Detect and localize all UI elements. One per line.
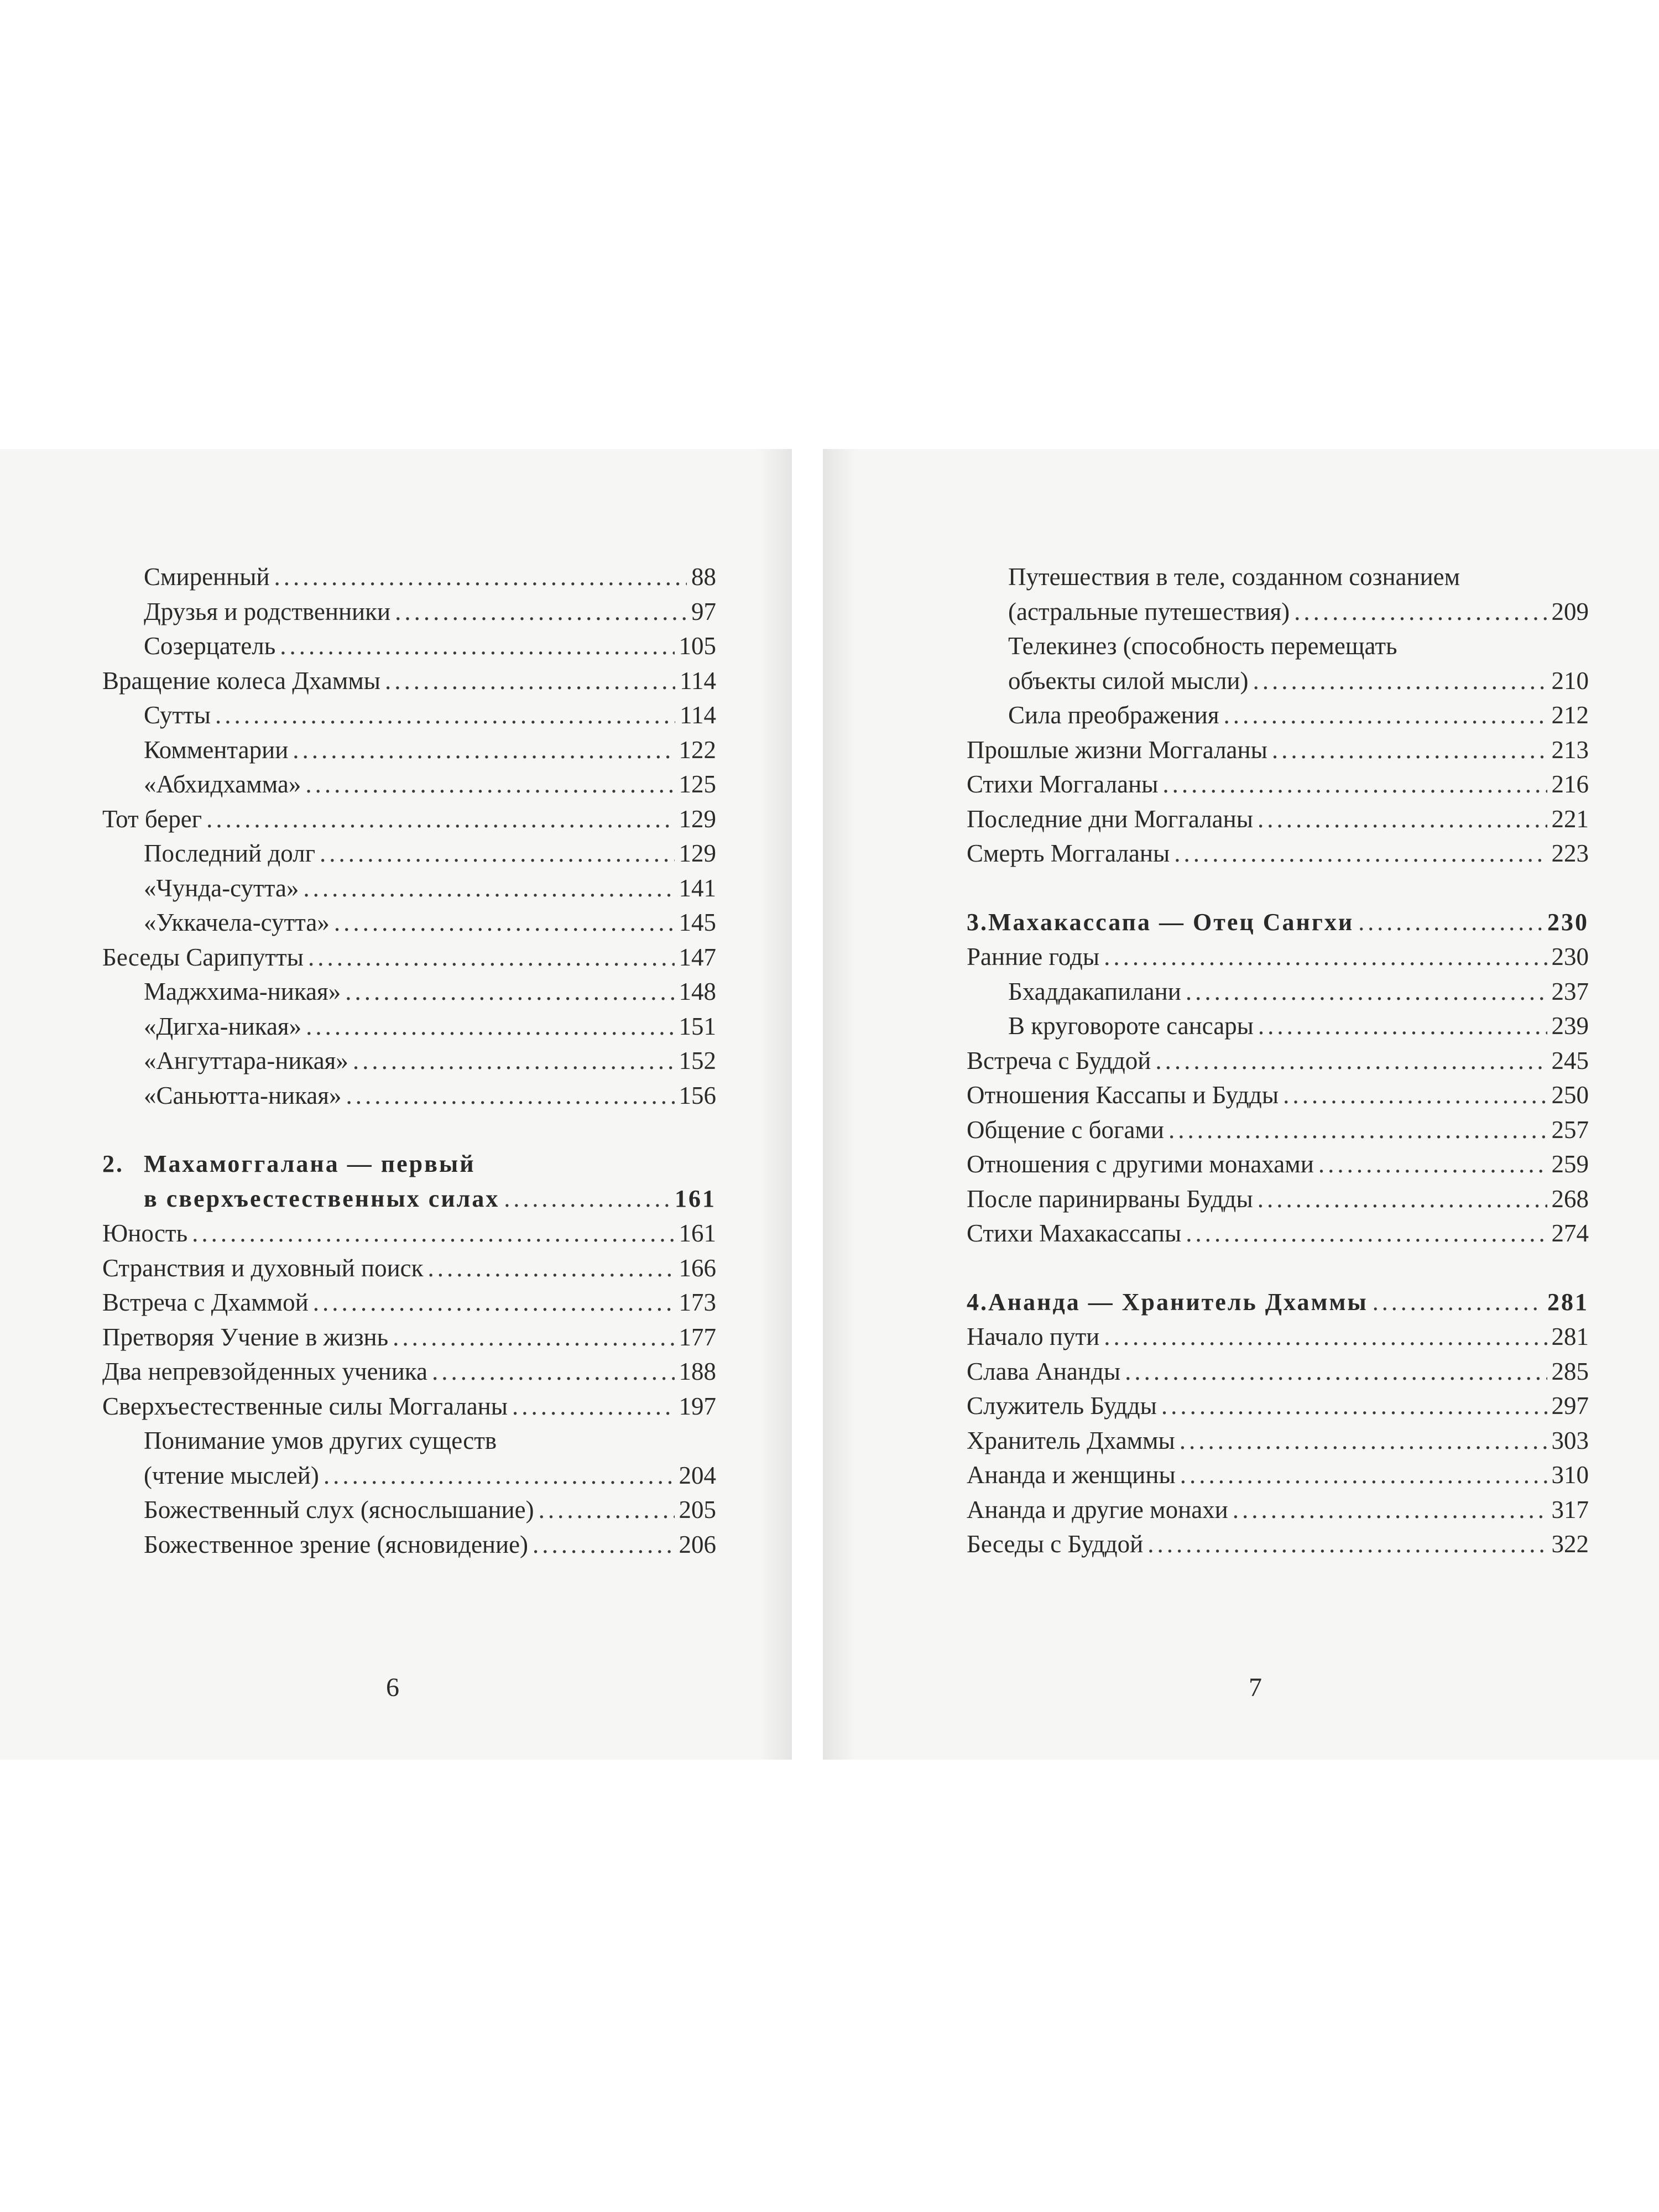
leader-dots bbox=[215, 698, 675, 733]
toc-section bbox=[967, 1113, 1589, 1147]
leader-dots bbox=[1174, 836, 1547, 871]
toc-entry-title: Встреча с Дхаммой bbox=[102, 1288, 309, 1316]
leader-dots bbox=[345, 974, 674, 1009]
toc-section bbox=[102, 1320, 716, 1355]
toc-entry-page: 177 bbox=[679, 1323, 716, 1351]
toc-entry-page: 173 bbox=[679, 1288, 716, 1316]
toc-entry-title: Встреча с Буддой bbox=[967, 1046, 1151, 1074]
toc-entry bbox=[102, 905, 716, 940]
toc-entry-title: Тот берег bbox=[102, 805, 202, 833]
leader-dots bbox=[1104, 1319, 1547, 1354]
leader-dots bbox=[1168, 1113, 1547, 1147]
leader-dots bbox=[1161, 1389, 1547, 1423]
toc-section bbox=[967, 1044, 1589, 1078]
toc-entry-title: Претворяя Учение в жизнь bbox=[102, 1323, 389, 1351]
toc-entry-page: 259 bbox=[1551, 1150, 1589, 1178]
toc-entry-page: 317 bbox=[1551, 1495, 1589, 1524]
toc-entry-page: 151 bbox=[679, 1012, 716, 1040]
toc-entry-page: 245 bbox=[1551, 1046, 1589, 1074]
toc-entry-page: 322 bbox=[1551, 1530, 1589, 1558]
chapter-title: Ананда — Хранитель Дхаммы bbox=[988, 1288, 1368, 1316]
toc-entry-page: 147 bbox=[679, 943, 716, 971]
toc-entry-page: 114 bbox=[680, 666, 716, 695]
toc-entry-title: В круговороте сансары bbox=[1008, 1012, 1254, 1040]
toc-entry-title: Сутты bbox=[144, 701, 211, 729]
toc-entry-title: Божественный слух (яснослышание) bbox=[144, 1496, 534, 1524]
chapter-heading bbox=[967, 1285, 1589, 1320]
toc-entry-page: 281 bbox=[1547, 1288, 1589, 1316]
toc-entry bbox=[102, 1044, 716, 1078]
toc-entry-page: 152 bbox=[679, 1047, 716, 1074]
leader-dots bbox=[385, 664, 675, 698]
toc-entry-page: 122 bbox=[679, 735, 716, 764]
toc-entry bbox=[102, 560, 716, 594]
toc-entry bbox=[102, 1423, 716, 1458]
chapter-number: 3. bbox=[967, 908, 988, 936]
toc-entry bbox=[102, 629, 716, 664]
toc-entry-page: 209 bbox=[1551, 597, 1589, 625]
leader-dots bbox=[320, 836, 674, 871]
toc-entry bbox=[967, 698, 1589, 733]
toc-entry-title: Служитель Будды bbox=[967, 1392, 1157, 1420]
toc-entry-page: 161 bbox=[675, 1185, 716, 1212]
toc-entry-title: Юность bbox=[102, 1219, 188, 1247]
toc-entry-title: Ананда и женщины bbox=[967, 1461, 1176, 1489]
toc-entry-title-line1: Путешествия в теле, созданном сознанием bbox=[1008, 563, 1460, 591]
toc-section bbox=[967, 802, 1589, 837]
toc-entry-title: Прошлые жизни Моггаланы bbox=[967, 735, 1267, 764]
toc-section bbox=[102, 940, 716, 975]
leader-dots bbox=[1253, 664, 1547, 698]
toc-entry-title: «Ангуттара-никая» bbox=[144, 1047, 348, 1074]
leader-dots bbox=[1125, 1354, 1547, 1389]
toc-section bbox=[102, 1251, 716, 1286]
leader-dots bbox=[192, 1216, 674, 1251]
toc-entry-page: 145 bbox=[679, 909, 716, 936]
toc-section bbox=[967, 1147, 1589, 1182]
toc-entry-title: «Дигха-никая» bbox=[144, 1012, 302, 1040]
toc-entry-page: 303 bbox=[1551, 1426, 1589, 1454]
leader-dots bbox=[1180, 1423, 1547, 1458]
toc-entry-title: Ананда и другие монахи bbox=[967, 1495, 1228, 1524]
toc-entry-title-line2: (астральные путешествия) bbox=[1008, 597, 1290, 625]
toc-entry-title: Начало пути bbox=[967, 1323, 1100, 1350]
leader-dots bbox=[1258, 802, 1547, 837]
toc-entry-page: 237 bbox=[1551, 977, 1589, 1005]
toc-entry-title: Стихи Махакассапы bbox=[967, 1219, 1182, 1247]
toc-entry-title: Маджхима-никая» bbox=[144, 978, 341, 1005]
left-page bbox=[0, 449, 792, 1760]
toc-entry-page: 285 bbox=[1551, 1357, 1589, 1385]
leader-dots bbox=[280, 629, 674, 664]
toc-entry-cont bbox=[967, 664, 1589, 698]
leader-dots bbox=[306, 1009, 674, 1044]
toc-entry-title: Отношения Кассапы и Будды bbox=[967, 1081, 1279, 1109]
toc-entry-title: Сила преображения bbox=[1008, 701, 1219, 729]
toc-entry bbox=[102, 698, 716, 733]
chapter-heading-cont bbox=[102, 1182, 716, 1217]
leader-dots bbox=[206, 802, 674, 837]
toc-entry-page: 204 bbox=[679, 1461, 716, 1489]
toc-section bbox=[967, 767, 1589, 802]
leader-dots bbox=[1272, 733, 1547, 768]
toc-entry-page: 268 bbox=[1551, 1185, 1589, 1213]
page-number: 6 bbox=[386, 1673, 399, 1702]
toc-entry-title: Беседы с Буддой bbox=[967, 1530, 1144, 1558]
toc-entry-page: 281 bbox=[1551, 1323, 1589, 1350]
chapter-title-line2: в сверхъестественных силах bbox=[144, 1185, 500, 1212]
leader-dots bbox=[1147, 1527, 1547, 1562]
toc-left bbox=[102, 560, 716, 1562]
leader-dots bbox=[1373, 1285, 1543, 1320]
toc-entry bbox=[102, 594, 716, 629]
leader-dots bbox=[1180, 1458, 1547, 1493]
toc-entry bbox=[967, 974, 1589, 1009]
toc-entry-page: 213 bbox=[1551, 735, 1589, 764]
toc-entry bbox=[102, 1527, 716, 1562]
toc-entry-title: Смерть Моггаланы bbox=[967, 839, 1170, 867]
toc-entry-title: «Чунда-сутта» bbox=[144, 874, 299, 902]
toc-section bbox=[967, 1354, 1589, 1389]
toc-entry-title-line2: объекты силой мысли) bbox=[1008, 666, 1249, 695]
toc-entry-title: Общение с богами bbox=[967, 1115, 1165, 1144]
leader-dots bbox=[324, 1458, 675, 1493]
right-page bbox=[823, 449, 1659, 1760]
toc-section bbox=[102, 664, 716, 698]
toc-entry-title: «Абхидхамма» bbox=[144, 770, 301, 798]
toc-entry-page: 88 bbox=[691, 563, 716, 591]
toc-entry-title: «Саньютта-никая» bbox=[144, 1081, 342, 1109]
toc-section bbox=[967, 1319, 1589, 1354]
leader-dots bbox=[1318, 1147, 1547, 1182]
toc-entry-cont bbox=[967, 594, 1589, 629]
gutter-shadow bbox=[759, 449, 792, 1760]
leader-dots bbox=[1358, 905, 1543, 940]
leader-dots bbox=[1294, 594, 1547, 629]
toc-right bbox=[967, 560, 1589, 1562]
leader-dots bbox=[308, 940, 675, 975]
toc-entry-page: 129 bbox=[679, 839, 716, 867]
chapter-title: Махакассапа — Отец Сангхи bbox=[988, 908, 1354, 936]
toc-section bbox=[967, 1216, 1589, 1251]
toc-entry-page: 210 bbox=[1551, 666, 1589, 695]
toc-entry bbox=[102, 871, 716, 906]
toc-entry-page: 230 bbox=[1547, 908, 1589, 936]
toc-entry-page: 221 bbox=[1551, 805, 1589, 833]
toc-section bbox=[967, 940, 1589, 974]
toc-entry-page: 310 bbox=[1551, 1461, 1589, 1489]
chapter-heading bbox=[102, 1147, 716, 1182]
leader-dots bbox=[1283, 1078, 1547, 1113]
toc-entry-title: Странствия и духовный поиск bbox=[102, 1254, 424, 1282]
toc-entry-title: Божественное зрение (ясновидение) bbox=[144, 1530, 529, 1558]
toc-entry bbox=[102, 974, 716, 1009]
toc-entry-page: 230 bbox=[1551, 943, 1589, 971]
leader-dots bbox=[432, 1354, 675, 1389]
toc-entry-page: 216 bbox=[1551, 770, 1589, 798]
toc-entry-page: 166 bbox=[679, 1254, 716, 1282]
toc-section bbox=[102, 1389, 716, 1424]
toc-entry-page: 105 bbox=[679, 632, 716, 660]
toc-entry-title: Смиренный bbox=[144, 563, 270, 591]
toc-entry bbox=[967, 560, 1589, 594]
leader-dots bbox=[504, 1182, 670, 1217]
toc-entry bbox=[967, 1009, 1589, 1044]
toc-entry-page: 161 bbox=[679, 1219, 716, 1247]
toc-entry-page: 205 bbox=[679, 1496, 716, 1524]
toc-entry-title: Отношения с другими монахами bbox=[967, 1150, 1314, 1178]
toc-section bbox=[102, 1285, 716, 1320]
toc-entry-title: Вращение колеса Дхаммы bbox=[102, 666, 381, 695]
leader-dots bbox=[353, 1044, 675, 1078]
toc-entry-page: 129 bbox=[679, 805, 716, 833]
toc-section bbox=[967, 1182, 1589, 1217]
toc-entry bbox=[967, 629, 1589, 664]
toc-section bbox=[967, 1078, 1589, 1113]
toc-entry-title: Друзья и родственники bbox=[144, 597, 391, 625]
toc-entry-title: Два непревзойденных ученика bbox=[102, 1358, 427, 1385]
toc-entry-page: 212 bbox=[1551, 701, 1589, 729]
leader-dots bbox=[293, 733, 674, 768]
toc-entry-page: 197 bbox=[679, 1392, 716, 1420]
chapter-title-line1: Махамоггалана — первый bbox=[144, 1150, 476, 1177]
chapter-number: 2. bbox=[102, 1150, 124, 1177]
toc-entry-page: 257 bbox=[1551, 1115, 1589, 1144]
toc-entry-page: 141 bbox=[679, 874, 716, 902]
toc-entry-cont bbox=[102, 1458, 716, 1493]
toc-entry-title-line1: Телекинез (способность перемещать bbox=[1008, 632, 1397, 660]
toc-entry-page: 250 bbox=[1551, 1081, 1589, 1109]
toc-entry-title: Последний долг bbox=[144, 839, 316, 867]
gutter-shadow bbox=[823, 449, 856, 1760]
chapter-number: 4. bbox=[967, 1288, 988, 1316]
leader-dots bbox=[1186, 1216, 1547, 1251]
toc-entry bbox=[102, 1009, 716, 1044]
toc-section bbox=[102, 1354, 716, 1389]
leader-dots bbox=[533, 1527, 674, 1562]
leader-dots bbox=[1104, 940, 1547, 974]
toc-entry-title: Беседы Сарипутты bbox=[102, 943, 304, 971]
toc-entry-page: 125 bbox=[679, 770, 716, 798]
leader-dots bbox=[313, 1285, 675, 1320]
toc-entry-title: После паринирваны Будды bbox=[967, 1185, 1253, 1213]
toc-section bbox=[967, 1527, 1589, 1562]
toc-section bbox=[967, 1389, 1589, 1423]
toc-entry bbox=[102, 1493, 716, 1527]
page-number: 7 bbox=[1249, 1673, 1262, 1702]
toc-section bbox=[967, 733, 1589, 768]
leader-dots bbox=[1258, 1009, 1547, 1044]
leader-dots bbox=[393, 1320, 674, 1355]
leader-dots bbox=[1155, 1044, 1547, 1078]
toc-entry-page: 156 bbox=[679, 1081, 716, 1109]
toc-entry-title: Бхаддакапилани bbox=[1008, 977, 1181, 1005]
leader-dots bbox=[303, 871, 674, 906]
leader-dots bbox=[428, 1251, 675, 1286]
leader-dots bbox=[1162, 767, 1547, 802]
leader-dots bbox=[346, 1078, 674, 1113]
toc-entry bbox=[102, 733, 716, 768]
toc-entry-page: 297 bbox=[1551, 1392, 1589, 1420]
toc-section bbox=[967, 1458, 1589, 1493]
toc-entry-page: 97 bbox=[691, 597, 716, 625]
toc-entry-page: 206 bbox=[679, 1530, 716, 1558]
toc-section bbox=[967, 1493, 1589, 1527]
toc-entry-page: 223 bbox=[1551, 839, 1589, 867]
toc-entry-title: Стихи Моггаланы bbox=[967, 770, 1159, 798]
toc-entry-title: Слава Ананды bbox=[967, 1357, 1121, 1385]
toc-section bbox=[102, 1216, 716, 1251]
toc-entry-page: 114 bbox=[680, 701, 716, 729]
toc-entry-title-line1: Понимание умов других существ bbox=[144, 1427, 497, 1454]
toc-entry-page: 148 bbox=[679, 978, 716, 1005]
toc-entry bbox=[102, 1078, 716, 1113]
toc-entry bbox=[102, 767, 716, 802]
toc-entry-title: Хранитель Дхаммы bbox=[967, 1426, 1175, 1454]
leader-dots bbox=[1186, 974, 1547, 1009]
leader-dots bbox=[274, 560, 687, 594]
leader-dots bbox=[395, 594, 687, 629]
toc-entry-page: 239 bbox=[1551, 1012, 1589, 1040]
chapter-heading bbox=[967, 905, 1589, 940]
toc-entry-title: Сверхъестественные силы Моггаланы bbox=[102, 1392, 508, 1420]
toc-section bbox=[102, 802, 716, 837]
toc-entry-title: «Уккачела-сутта» bbox=[144, 909, 330, 936]
leader-dots bbox=[334, 905, 675, 940]
leader-dots bbox=[1224, 698, 1547, 733]
leader-dots bbox=[1233, 1493, 1547, 1527]
toc-entry-page: 188 bbox=[679, 1358, 716, 1385]
toc-entry-title: Последние дни Моггаланы bbox=[967, 805, 1253, 833]
toc-entry-page: 274 bbox=[1551, 1219, 1589, 1247]
toc-entry-title: Комментарии bbox=[144, 735, 289, 764]
toc-section bbox=[967, 836, 1589, 871]
toc-entry-title: Созерцатель bbox=[144, 632, 276, 660]
toc-entry-title-line2: (чтение мыслей) bbox=[144, 1461, 319, 1489]
leader-dots bbox=[305, 767, 674, 802]
leader-dots bbox=[539, 1493, 675, 1527]
leader-dots bbox=[512, 1389, 675, 1424]
toc-section bbox=[967, 1423, 1589, 1458]
toc-entry-title: Ранние годы bbox=[967, 943, 1100, 971]
toc-entry bbox=[102, 836, 716, 871]
leader-dots bbox=[1258, 1182, 1547, 1217]
